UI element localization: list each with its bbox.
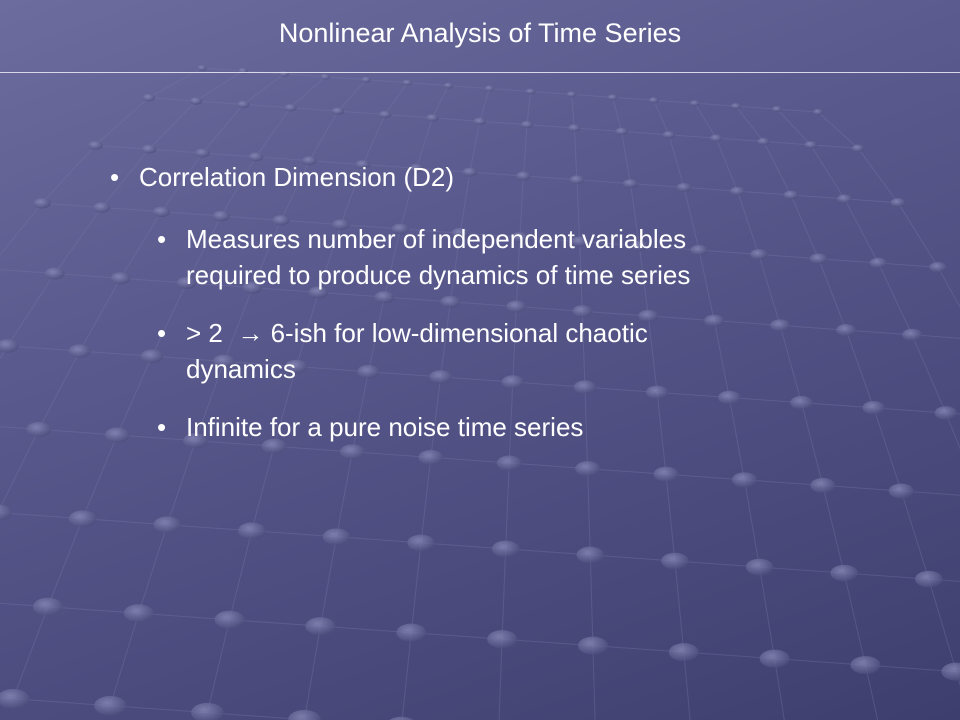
range-start: > 2 bbox=[186, 318, 223, 348]
bullet-text-line-2: required to produce dynamics of time series bbox=[186, 260, 691, 290]
bullet-icon: • bbox=[157, 318, 167, 348]
bullet-text: Correlation Dimension (D2) bbox=[139, 162, 454, 192]
bullet-text-line-2: dynamics bbox=[186, 354, 296, 384]
bullet-text-line-1: Measures number of independent variables bbox=[186, 224, 687, 254]
bullet-text: Infinite for a pure noise time series bbox=[186, 412, 584, 442]
bullet-icon: • bbox=[110, 162, 120, 192]
right-arrow-icon: → bbox=[237, 318, 264, 348]
bullet-icon: • bbox=[157, 412, 167, 442]
title-divider bbox=[0, 72, 960, 73]
bullet-text-line-1 bbox=[186, 316, 648, 350]
bullet-icon: • bbox=[157, 224, 167, 254]
slide-title: Nonlinear Analysis of Time Series bbox=[278, 18, 682, 48]
range-end: 6-ish for low-dimensional chaotic bbox=[270, 318, 648, 348]
